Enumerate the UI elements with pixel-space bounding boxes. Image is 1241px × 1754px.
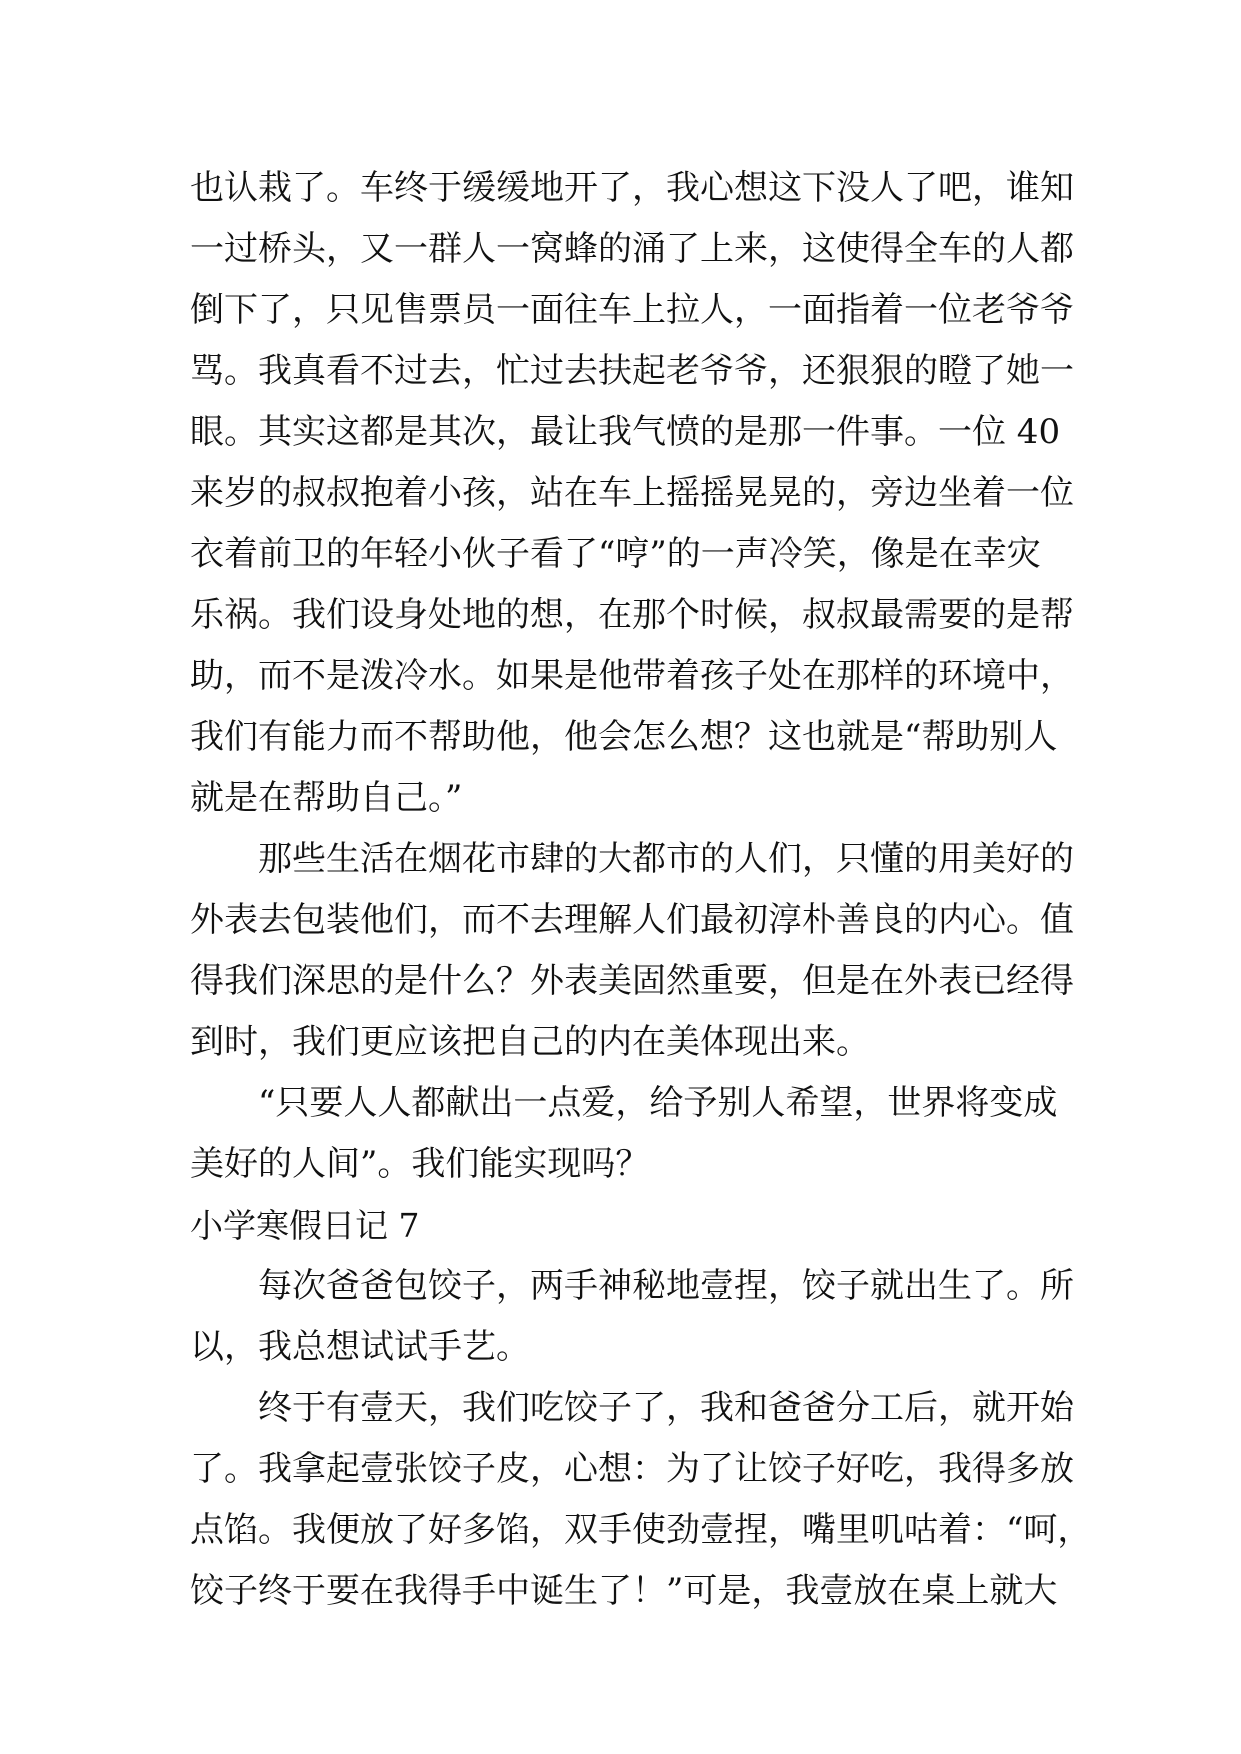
paragraph-4-line: 以，我总想试试手艺。 [190, 1327, 530, 1367]
paragraph-1-line: 骂。我真看不过去，忙过去扶起老爷爷，还狠狠的瞪了她一 [190, 351, 1074, 391]
paragraph-5-line: 饺子终于要在我得手中诞生了！”可是，我壹放在桌上就大 [190, 1571, 1058, 1611]
paragraph-1-line: 眼。其实这都是其次，最让我气愤的是那一件事。一位 40 [190, 412, 1061, 452]
document-body [190, 158, 1092, 1622]
paragraph-1-line: 倒下了，只见售票员一面往车上拉人，一面指着一位老爷爷 [190, 290, 1074, 330]
paragraph-1-line: 也认栽了。车终于缓缓地开了，我心想这下没人了吧，谁知 [190, 168, 1074, 208]
paragraph-1-line: 来岁的叔叔抱着小孩，站在车上摇摇晃晃的，旁边坐着一位 [190, 473, 1074, 513]
paragraph-3-line: 美好的人间”。我们能实现吗？ [190, 1144, 650, 1184]
paragraph-1-line: 我们有能力而不帮助他，他会怎么想？这也就是“帮助别人 [190, 717, 1058, 757]
paragraph-4-line: 每次爸爸包饺子，两手神秘地壹捏，饺子就出生了。所 [258, 1266, 1074, 1306]
paragraph-5-line: 终于有壹天，我们吃饺子了，我和爸爸分工后，就开始 [258, 1388, 1074, 1428]
paragraph-1-line: 衣着前卫的年轻小伙子看了“哼”的一声冷笑，像是在幸灾 [190, 534, 1041, 574]
paragraph-3-line: “只要人人都献出一点爱，给予别人希望，世界将变成 [258, 1083, 1058, 1123]
paragraph-2-line: 那些生活在烟花市肆的大都市的人们，只懂的用美好的 [258, 839, 1074, 879]
paragraph-1-line: 乐祸。我们设身处地的想，在那个时候，叔叔最需要的是帮 [190, 595, 1074, 635]
paragraph-2-line: 得我们深思的是什么？外表美固然重要，但是在外表已经得 [190, 961, 1074, 1001]
paragraph-1-line: 一过桥头，又一群人一窝蜂的涌了上来，这使得全车的人都 [190, 229, 1074, 269]
section-heading: 小学寒假日记 7 [190, 1206, 420, 1245]
paragraph-2-line: 到时，我们更应该把自己的内在美体现出来。 [190, 1022, 870, 1062]
paragraph-1-line: 助，而不是泼冷水。如果是他带着孩子处在那样的环境中， [190, 656, 1074, 696]
paragraph-2-line: 外表去包装他们，而不去理解人们最初淳朴善良的内心。值 [190, 900, 1074, 940]
paragraph-1-line: 就是在帮助自己。” [190, 778, 463, 818]
paragraph-5-line: 点馅。我便放了好多馅，双手使劲壹捏，嘴里叽咕着：“呵， [190, 1510, 1092, 1550]
paragraph-5-line: 了。我拿起壹张饺子皮，心想：为了让饺子好吃，我得多放 [190, 1449, 1074, 1489]
